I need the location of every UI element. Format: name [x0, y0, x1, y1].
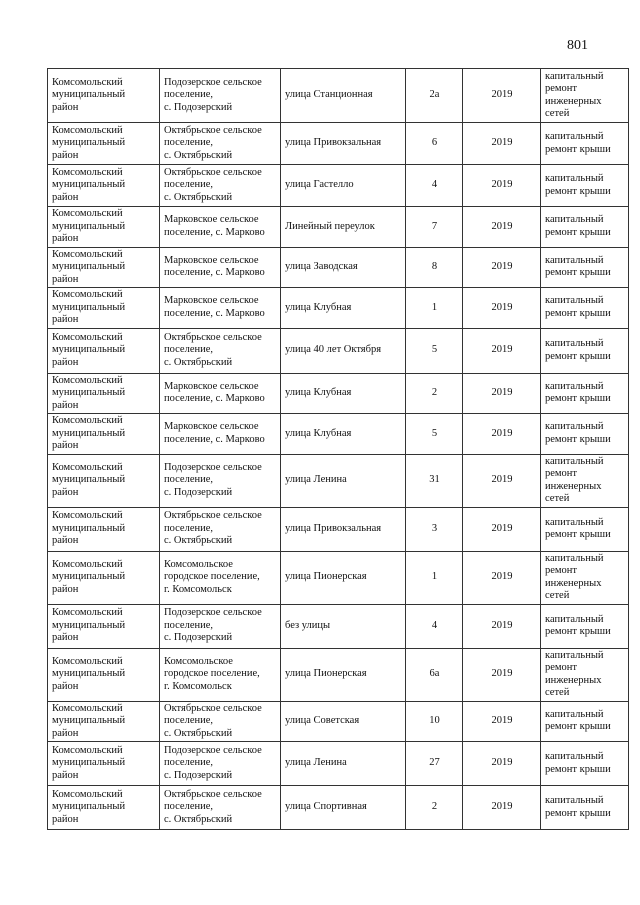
work-type-cell [541, 328, 629, 373]
settlement-cell [160, 123, 281, 165]
street-cell: улица Привокзальная [281, 507, 406, 551]
house-cell: 3 [406, 507, 463, 551]
year-cell: 2019 [463, 247, 541, 288]
cell-line: Комсомольский [52, 461, 123, 473]
cell-line: городское поселение, [164, 668, 260, 680]
work-type-cell [541, 604, 629, 648]
house-cell: 6 [406, 123, 463, 165]
table-row [48, 648, 629, 701]
work-type-cell [541, 414, 629, 455]
street-cell: улица Гастелло [281, 165, 406, 207]
cell-line: ремонт [545, 468, 578, 479]
house-cell: 2 [406, 373, 463, 414]
cell-line: г. Комсомольск [164, 583, 232, 595]
settlement-cell [160, 373, 281, 414]
cell-line: район [52, 273, 79, 285]
cell-line: район [52, 486, 79, 498]
street-cell: улица 40 лет Октября [281, 328, 406, 373]
cell-line: Октябрьское сельское [164, 331, 262, 343]
year-cell: 2019 [463, 551, 541, 604]
cell-line: муниципальный [52, 522, 126, 534]
cell-line: городское поселение, [164, 571, 260, 583]
house-cell: 8 [406, 247, 463, 288]
house-cell: 5 [406, 328, 463, 373]
year-cell: 2019 [463, 123, 541, 165]
year-cell: 2019 [463, 604, 541, 648]
cell-line: инженерных [545, 674, 602, 686]
cell-line: Комсомольский [52, 76, 123, 88]
cell-line: муниципальный [52, 344, 126, 356]
street-cell: улица Клубная [281, 414, 406, 455]
district-cell [48, 69, 160, 123]
cell-line: поселение, с. Марково [164, 307, 265, 319]
cell-line: Подозерское сельское [164, 744, 262, 756]
cell-line: район [52, 233, 79, 244]
cell-line: ремонт крыши [545, 350, 611, 362]
cell-line: капитальный [545, 214, 604, 226]
cell-line: ремонт [545, 565, 578, 576]
cell-line: поселение, [164, 474, 214, 486]
cell-line: ремонт крыши [545, 307, 611, 319]
cell-line: поселение, [164, 801, 214, 813]
house-cell: 4 [406, 604, 463, 648]
table-row [48, 786, 629, 830]
table-row [48, 742, 629, 786]
cell-line: Подозерское сельское [164, 607, 262, 619]
table-row [48, 373, 629, 414]
street-cell: улица Станционная [281, 69, 406, 123]
work-type-cell [541, 207, 629, 248]
table-row [48, 207, 629, 248]
cell-line: ремонт [545, 662, 578, 673]
work-type-cell [541, 551, 629, 604]
street-cell: без улицы [281, 604, 406, 648]
settlement-cell [160, 742, 281, 786]
cell-line: инженерных [545, 577, 602, 589]
cell-line: Комсомольский [52, 655, 123, 667]
cell-line: поселение, [164, 757, 214, 769]
cell-line: поселение, с. Марково [164, 433, 265, 445]
year-cell: 2019 [463, 507, 541, 551]
table-row [48, 551, 629, 604]
cell-line: с. Подозерский [164, 769, 233, 781]
cell-line: с. Октябрьский [164, 535, 233, 547]
cell-line: ремонт крыши [545, 433, 611, 445]
work-type-cell [541, 454, 629, 507]
cell-line: ремонт крыши [545, 763, 611, 775]
house-cell: 7 [406, 207, 463, 248]
cell-line: капитальный [545, 295, 604, 307]
year-cell: 2019 [463, 742, 541, 786]
cell-line: капитальный [545, 173, 604, 184]
cell-line: капитальный [545, 516, 604, 528]
district-cell [48, 373, 160, 414]
cell-line: муниципальный [52, 387, 126, 398]
cell-line: капитальный [545, 708, 604, 720]
street-cell: улица Пионерская [281, 551, 406, 604]
cell-line: с. Октябрьский [164, 727, 233, 739]
year-cell: 2019 [463, 288, 541, 329]
cell-line: Марковское сельское [164, 295, 259, 307]
cell-line: инженерных [545, 95, 602, 107]
cell-line: Октябрьское сельское [164, 510, 262, 522]
cell-line: ремонт крыши [545, 807, 611, 819]
cell-line: поселение, с. Марково [164, 267, 265, 279]
year-cell: 2019 [463, 454, 541, 507]
cell-line: с. Октябрьский [164, 149, 233, 161]
cell-line: поселение, [164, 522, 214, 534]
cell-line: капитальный [545, 254, 604, 266]
table-row [48, 165, 629, 207]
settlement-cell [160, 507, 281, 551]
street-cell: улица Клубная [281, 288, 406, 329]
cell-line: капитальный [545, 455, 604, 467]
house-cell: 27 [406, 742, 463, 786]
cell-line: с. Подозерский [164, 632, 233, 644]
settlement-cell [160, 648, 281, 701]
cell-line: Марковское сельское [164, 421, 259, 433]
cell-line: Комсомольский [52, 702, 123, 714]
cell-line: район [52, 101, 79, 113]
house-cell: 1 [406, 551, 463, 604]
cell-line: капитальный [545, 751, 604, 762]
cell-line: муниципальный [52, 801, 126, 813]
table-row [48, 604, 629, 648]
cell-line: Марковское сельское [164, 380, 259, 392]
cell-line: ремонт крыши [545, 267, 611, 279]
table-row [48, 701, 629, 742]
cell-line: г. Комсомольск [164, 680, 232, 692]
cell-line: с. Октябрьский [164, 813, 233, 825]
cell-line: Комсомольский [52, 558, 123, 570]
settlement-cell [160, 414, 281, 455]
cell-line: район [52, 632, 79, 644]
table-row [48, 507, 629, 551]
district-cell [48, 165, 160, 207]
cell-line: муниципальный [52, 668, 126, 680]
cell-line: Марковское сельское [164, 254, 259, 266]
cell-line: поселение, [164, 179, 214, 191]
work-type-cell [541, 701, 629, 742]
settlement-cell [160, 69, 281, 123]
cell-line: муниципальный [52, 571, 126, 583]
district-cell [48, 288, 160, 329]
street-cell: улица Клубная [281, 373, 406, 414]
cell-line: поселение, [164, 715, 214, 726]
cell-line: с. Подозерский [164, 101, 233, 113]
cell-line: сетей [545, 687, 570, 698]
table-row [48, 454, 629, 507]
district-cell [48, 507, 160, 551]
district-cell [48, 414, 160, 455]
table-row [48, 328, 629, 373]
cell-line: с. Октябрьский [164, 191, 233, 203]
cell-line: капитальный [545, 421, 604, 433]
work-type-cell [541, 507, 629, 551]
year-cell: 2019 [463, 373, 541, 414]
cell-line: капитальный [545, 70, 604, 82]
work-type-cell [541, 373, 629, 414]
district-cell [48, 207, 160, 248]
cell-line: ремонт крыши [545, 226, 611, 238]
street-cell: улица Ленина [281, 742, 406, 786]
work-type-cell [541, 648, 629, 701]
district-cell [48, 247, 160, 288]
cell-line: Марковское сельское [164, 214, 259, 226]
cell-line: район [52, 535, 79, 547]
cell-line: Комсомольское [164, 655, 233, 667]
settlement-cell [160, 165, 281, 207]
cell-line: сетей [545, 590, 570, 601]
cell-line: Комсомольское [164, 558, 233, 570]
cell-line: муниципальный [52, 427, 126, 439]
settlement-cell [160, 328, 281, 373]
cell-line: ремонт крыши [545, 626, 611, 637]
year-cell: 2019 [463, 701, 541, 742]
cell-line: Комсомольский [52, 331, 123, 343]
cell-line: с. Подозерский [164, 486, 233, 498]
cell-line: поселение, [164, 344, 214, 356]
cell-line: Комсомольский [52, 289, 123, 300]
cell-line: район [52, 813, 79, 825]
house-cell: 4 [406, 165, 463, 207]
table-row [48, 247, 629, 288]
cell-line: Подозерское сельское [164, 76, 262, 88]
district-cell [48, 786, 160, 830]
page-number: 801 [567, 38, 588, 53]
cell-line: муниципальный [52, 179, 126, 191]
cell-line: капитальный [545, 613, 604, 625]
cell-line: Комсомольский [52, 248, 123, 260]
street-cell: улица Советская [281, 701, 406, 742]
settlement-cell [160, 288, 281, 329]
cell-line: муниципальный [52, 757, 126, 769]
settlement-cell [160, 551, 281, 604]
cell-line: Комсомольский [52, 415, 123, 426]
cell-line: ремонт крыши [545, 143, 611, 155]
cell-line: район [52, 727, 79, 739]
cell-line: муниципальный [52, 301, 126, 313]
cell-line: поселение, с. Марково [164, 226, 265, 238]
cell-line: капитальный [545, 795, 604, 806]
cell-line: Октябрьское сельское [164, 124, 262, 136]
settlement-cell [160, 247, 281, 288]
house-cell: 31 [406, 454, 463, 507]
cell-line: район [52, 191, 79, 203]
table-row [48, 123, 629, 165]
cell-line: муниципальный [52, 715, 126, 726]
house-cell: 1 [406, 288, 463, 329]
cell-line: поселение, [164, 89, 214, 101]
table-row [48, 69, 629, 123]
table-row [48, 288, 629, 329]
work-type-cell [541, 69, 629, 123]
year-cell: 2019 [463, 648, 541, 701]
settlement-cell [160, 701, 281, 742]
cell-line: район [52, 399, 79, 411]
district-cell [48, 701, 160, 742]
cell-line: капитальный [545, 649, 604, 661]
house-cell: 2а [406, 69, 463, 123]
cell-line: муниципальный [52, 89, 126, 101]
cell-line: Комсомольский [52, 510, 123, 522]
street-cell: Линейный переулок [281, 207, 406, 248]
cell-line: район [52, 769, 79, 781]
work-type-cell [541, 288, 629, 329]
district-cell [48, 123, 160, 165]
work-type-cell [541, 742, 629, 786]
year-cell: 2019 [463, 786, 541, 830]
work-type-cell [541, 247, 629, 288]
cell-line: поселение, [164, 137, 214, 149]
cell-line: муниципальный [52, 220, 126, 232]
cell-line: ремонт крыши [545, 721, 611, 733]
cell-line: капитальный [545, 380, 604, 392]
cell-line: ремонт крыши [545, 529, 611, 540]
cell-line: Комсомольский [52, 744, 123, 756]
cell-line: район [52, 149, 79, 161]
cell-line: ремонт крыши [545, 393, 611, 405]
district-cell [48, 454, 160, 507]
district-cell [48, 604, 160, 648]
cell-line: муниципальный [52, 137, 126, 149]
cell-line: район [52, 680, 79, 692]
cell-line: поселение, с. Марково [164, 393, 265, 405]
settlement-cell [160, 207, 281, 248]
cell-line: район [52, 440, 79, 451]
cell-line: сетей [545, 493, 570, 504]
cell-line: Комсомольский [52, 607, 123, 619]
district-cell [48, 328, 160, 373]
repair-registry-table [47, 68, 629, 830]
house-cell: 5 [406, 414, 463, 455]
house-cell: 2 [406, 786, 463, 830]
district-cell [48, 648, 160, 701]
cell-line: Подозерское сельское [164, 461, 262, 473]
year-cell: 2019 [463, 207, 541, 248]
cell-line: муниципальный [52, 474, 126, 486]
street-cell: улица Заводская [281, 247, 406, 288]
cell-line: ремонт [545, 83, 578, 94]
work-type-cell [541, 786, 629, 830]
cell-line: инженерных [545, 480, 602, 492]
cell-line: сетей [545, 108, 570, 119]
street-cell: улица Спортивная [281, 786, 406, 830]
street-cell: улица Ленина [281, 454, 406, 507]
work-type-cell [541, 123, 629, 165]
work-type-cell [541, 165, 629, 207]
cell-line: поселение, [164, 619, 214, 631]
cell-line: капитальный [545, 131, 604, 142]
street-cell: улица Пионерская [281, 648, 406, 701]
cell-line: Октябрьское сельское [164, 788, 262, 800]
cell-line: капитальный [545, 552, 604, 564]
cell-line: Комсомольский [52, 166, 123, 178]
cell-line: район [52, 314, 79, 325]
cell-line: Октябрьское сельское [164, 702, 262, 714]
cell-line: Комсомольский [52, 788, 123, 800]
year-cell: 2019 [463, 69, 541, 123]
cell-line: муниципальный [52, 261, 126, 272]
cell-line: с. Октябрьский [164, 356, 233, 368]
cell-line: район [52, 583, 79, 595]
house-cell: 10 [406, 701, 463, 742]
cell-line: Комсомольский [52, 124, 123, 136]
cell-line: Октябрьское сельское [164, 166, 262, 178]
year-cell: 2019 [463, 328, 541, 373]
cell-line: район [52, 356, 79, 368]
year-cell: 2019 [463, 414, 541, 455]
district-cell [48, 742, 160, 786]
district-cell [48, 551, 160, 604]
cell-line: Комсомольский [52, 208, 123, 219]
cell-line: Комсомольский [52, 374, 123, 386]
cell-line: капитальный [545, 338, 604, 349]
registry-body [48, 69, 629, 830]
cell-line: муниципальный [52, 619, 126, 631]
house-cell: 6а [406, 648, 463, 701]
settlement-cell [160, 604, 281, 648]
year-cell: 2019 [463, 165, 541, 207]
settlement-cell [160, 786, 281, 830]
cell-line: ремонт крыши [545, 185, 611, 197]
settlement-cell [160, 454, 281, 507]
table-row [48, 414, 629, 455]
street-cell: улица Привокзальная [281, 123, 406, 165]
